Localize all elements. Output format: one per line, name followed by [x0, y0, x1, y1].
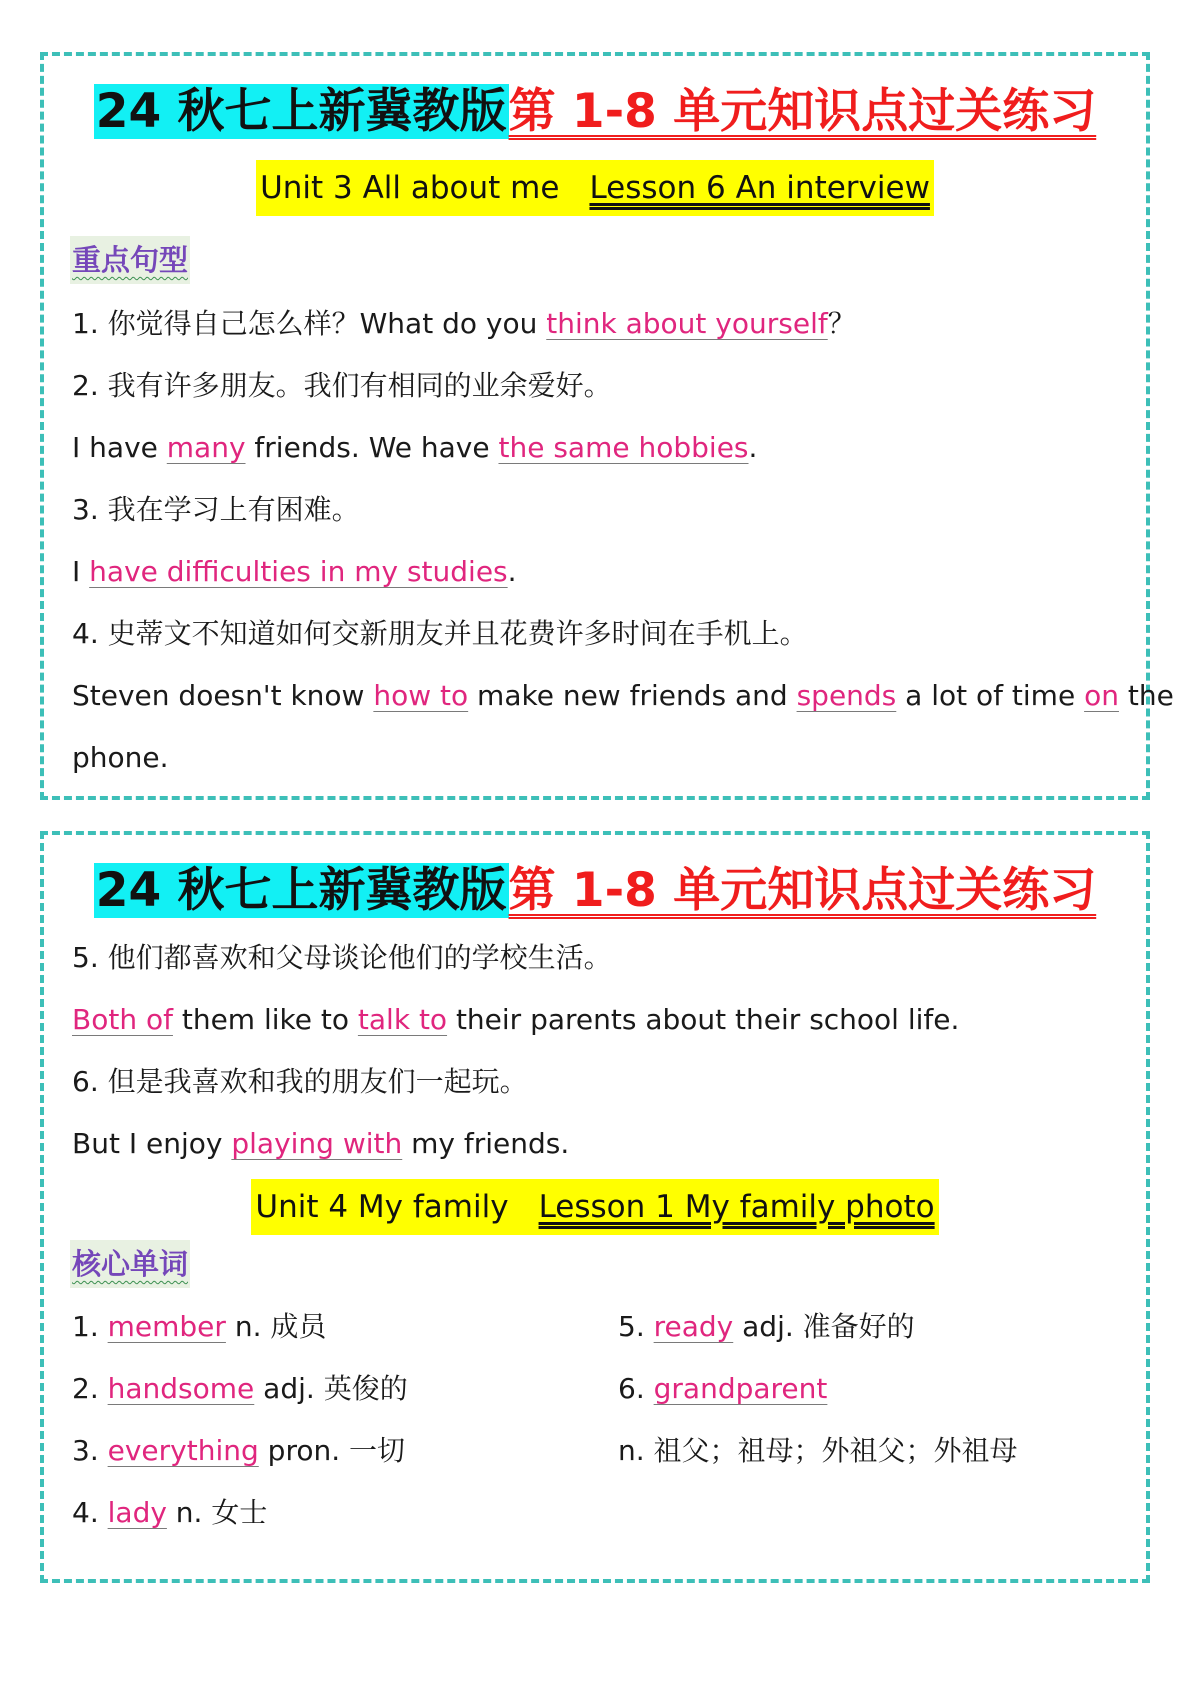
sentence-6-english	[72, 1120, 1132, 1168]
word-answer: everything	[107, 1434, 259, 1467]
card-bottom	[40, 831, 1150, 1583]
word-item-6-definition: n. 祖父；祖母；外祖父；外祖母	[618, 1434, 1018, 1467]
word-answer: member	[107, 1310, 226, 1343]
word-item-5	[618, 1303, 1118, 1351]
sentence-text: my friends.	[402, 1127, 570, 1160]
sentence-text: ？	[827, 307, 856, 340]
word-definition: pron. 一切	[258, 1434, 406, 1467]
word-answer: handsome	[107, 1372, 255, 1405]
page-title	[44, 74, 1146, 150]
sentence-text: I have	[72, 431, 167, 464]
sentence-text: them like to	[172, 1003, 358, 1036]
section-heading: 核心单词	[70, 1240, 190, 1288]
word-definition: n. 成员	[225, 1310, 327, 1343]
sentence-text: friends. We have	[245, 431, 499, 464]
sentence-text: .	[507, 555, 517, 588]
section-heading: 重点句型	[70, 236, 190, 284]
sentence-5-english	[72, 996, 1132, 1044]
answer-blank: how to	[373, 679, 469, 712]
word-number: 3.	[72, 1434, 108, 1467]
title-part2: 第 1-8 单元知识点过关练习	[508, 84, 1097, 139]
sentence-6-chinese: 6. 但是我喜欢和我的朋友们一起玩。	[72, 1065, 528, 1098]
sentence-text: Steven doesn't know	[72, 679, 374, 712]
sentence-3-chinese: 3. 我在学习上有困难。	[72, 493, 360, 526]
sentence-text: make new friends and	[468, 679, 797, 712]
sentence-text: a lot of time	[896, 679, 1085, 712]
word-number: 4.	[72, 1496, 108, 1529]
answer-blank: many	[166, 431, 246, 464]
answer-blank: the same hobbies	[498, 431, 749, 464]
sentence-text: But I enjoy	[72, 1127, 232, 1160]
title-part1: 24 秋七上新冀教版	[95, 84, 507, 139]
answer-blank: playing with	[231, 1127, 403, 1160]
word-item-1	[72, 1303, 572, 1351]
lesson-title: Lesson 1 My family photo	[538, 1189, 935, 1225]
word-item-4	[72, 1489, 572, 1537]
sentence-text: 1. 你觉得自己怎么样？What do you	[72, 307, 547, 340]
sentence-2-english	[72, 424, 1132, 472]
unit-header	[44, 160, 1146, 216]
word-item-2	[72, 1365, 572, 1413]
word-item-3	[72, 1427, 572, 1475]
sentence-text: their parents about their school life.	[447, 1003, 960, 1036]
word-answer: lady	[107, 1496, 167, 1529]
word-number: 6.	[618, 1372, 654, 1405]
sentence-3-english	[72, 548, 1132, 596]
sentence-text: the	[1118, 679, 1174, 712]
sentence-text: I	[72, 555, 90, 588]
word-definition: adj. 准备好的	[733, 1310, 915, 1343]
lesson-title: Lesson 6 An interview	[589, 170, 930, 206]
unit-header	[44, 1179, 1146, 1235]
answer-blank: talk to	[357, 1003, 448, 1036]
title-part2: 第 1-8 单元知识点过关练习	[508, 863, 1097, 918]
title-part1: 24 秋七上新冀教版	[95, 863, 507, 918]
sentence-4-chinese: 4. 史蒂文不知道如何交新朋友并且花费许多时间在手机上。	[72, 617, 808, 650]
word-definition: adj. 英俊的	[254, 1372, 408, 1405]
card-top	[40, 52, 1174, 800]
sentence-4-english	[72, 672, 1174, 720]
answer-blank: Both of	[72, 1003, 173, 1036]
sentence-2-chinese: 2. 我有许多朋友。我们有相同的业余爱好。	[72, 369, 612, 402]
answer-blank: have difficulties in my studies	[89, 555, 508, 588]
sentence-1	[72, 300, 1132, 348]
word-answer: ready	[653, 1310, 734, 1343]
answer-blank: on	[1084, 679, 1119, 712]
page-title-repeat	[44, 853, 1146, 929]
sentence-text: .	[748, 431, 758, 464]
sentence-4-continued: phone.	[72, 741, 169, 774]
word-definition: n. 女士	[166, 1496, 268, 1529]
unit-title: Unit 3 All about me	[260, 170, 560, 206]
word-item-6	[618, 1365, 1118, 1413]
word-number: 5.	[618, 1310, 654, 1343]
word-number: 2.	[72, 1372, 108, 1405]
sentence-5-chinese: 5. 他们都喜欢和父母谈论他们的学校生活。	[72, 941, 612, 974]
word-answer: grandparent	[653, 1372, 828, 1405]
answer-blank: think about yourself	[546, 307, 828, 340]
unit-title: Unit 4 My family	[255, 1189, 509, 1225]
word-number: 1.	[72, 1310, 108, 1343]
answer-blank: spends	[796, 679, 897, 712]
